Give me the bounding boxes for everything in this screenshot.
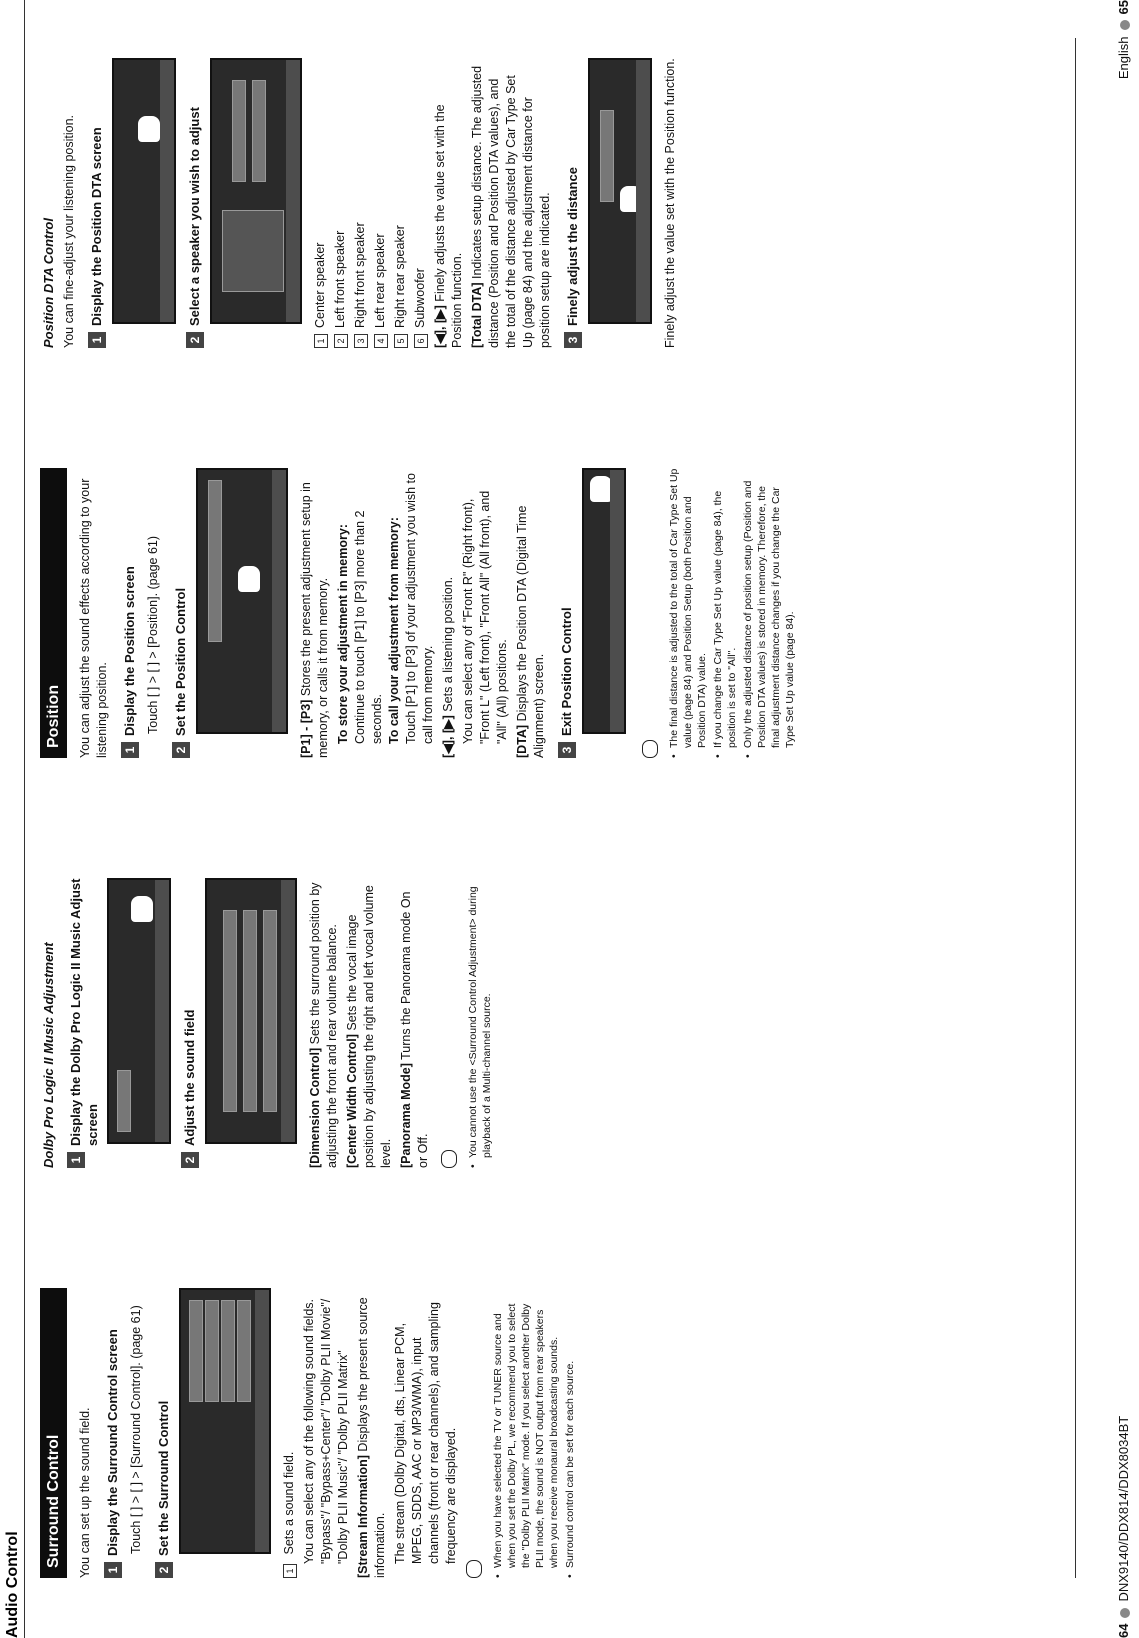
dta-step3-text: Finely adjust the value set with the Position function. [663,58,677,348]
dta-step3: 3 Finely adjust the distance [564,58,582,348]
position-screenshot [196,468,288,734]
dolby-note: • You cannot use the <Surround Control Adjustment> during playback of a Multi-channel source. [466,878,494,1168]
dta-step1: 1 Display the Position DTA screen [88,58,106,348]
section-label: Audio Control [4,1531,21,1638]
dolby-column [40,878,496,1168]
dimension-control: [Dimension Control] Sets the surround position by adjusting the front and rear volume balance. [308,882,339,1168]
surround-item1-list: "Bypass"/ "Bypass+Center"/ "Dolby PLII Movie"/ "Dolby PLII Music"/ "Dolby PLII Matrix" [319,1298,350,1564]
note-icon [466,1560,482,1578]
surround-item1: 1 Sets a sound field. [281,1288,298,1578]
position-column [40,468,799,758]
position-step1: 1 Display the Position screen [121,468,139,758]
dolby-title: Dolby Pro Logic II Music Adjustment [41,942,56,1168]
store-heading: To store your adjustment in memory: [336,524,350,744]
note-icon [642,740,658,758]
position-arrows: [◀], [▶] Sets a listening position. [441,576,455,758]
surround-intro: You can set up the sound field. [78,1407,92,1578]
speaker-1: 1Center speaker [312,58,329,348]
right-bottom-rule [1075,38,1076,758]
speaker-2: 2Left front speaker [332,58,349,348]
surround-title: Surround Control [40,1288,67,1578]
speaker-5: 5Right rear speaker [392,58,409,348]
footer-right: English65 [1116,0,1131,80]
stream-info: [Stream Information] Displays the present source information. [356,1297,387,1578]
dta-column [40,58,679,348]
dta-screenshot-3 [588,58,652,324]
position-arrows-detail: You can select any of "Front R" (Right front), "Front L" (Left front), "Front All" (All front), and "All" (All) positions. [461,490,509,744]
surround-note-1: • When you have selected the TV or TUNER source and when you set the Dolby PL, we recommend you to select the "Dolby PLII Matrix" mode. If you select another Dolby PLII mode, the sound is NOT output from rear speakers when you receive monaural broadcasting sounds. [491,1288,561,1578]
position-note-2: • If you change the Car Type Set Up value (page 84), the position is set to "All". [711,468,739,758]
p1-p3: [P1] - [P3] Stores the present adjustment setup in memory, or calls it from memory. [299,482,330,758]
speaker-3: 3Right front speaker [352,58,369,348]
position-note-3: • Only the adjusted distance of position setup (Position and Position DTA values) is stored in memory. Therefore, the final adjustment distance changes if you change the Car Type Set Up value (page 84). [741,468,797,758]
dta-button: [DTA] Displays the Position DTA (Digital Time Alignment) screen. [515,505,546,758]
speaker-4: 4Left rear speaker [372,58,389,348]
dolby-step1: 1 Display the Dolby Pro Logic II Music Adjust screen [67,878,101,1168]
footer-left: 64DNX9140/DDX814/DDX8034BT [1116,1415,1131,1638]
dolby-step2: 2 Adjust the sound field [181,878,199,1168]
panorama-mode: [Panorama Mode] Turns the Panorama mode On or Off. [399,891,430,1168]
stream-detail: The stream (Dolby Digital, dts, Linear PCM, MPEG, SDDS, AAC or MP3/WMA), input channels (front or rear channels), and sampling frequency are displayed. [393,1302,458,1564]
speaker-list [312,58,429,348]
dta-screenshot-1 [112,58,176,324]
surround-note-2: • Surround control can be set for each source. [563,1288,577,1578]
dta-step2: 2 Select a speaker you wish to adjust [186,58,204,348]
position-step1-text: Touch [ ] > [ ] > [Position]. (page 61) [146,535,160,734]
exit-screenshot [582,468,626,734]
dta-arrows: [◀], [▶] Finely adjusts the value set with the Position function. [433,104,464,348]
dolby-screenshot-1 [107,878,171,1144]
note-icon [441,1150,457,1168]
speaker-6: 6Subwoofer [412,58,429,348]
surround-step2: 2 Set the Surround Control [155,1288,173,1578]
surround-step1: 1 Display the Surround Control screen [104,1288,122,1578]
call-text: Touch [P1] to [P3] of your adjustment you wish to call from memory. [404,473,435,744]
call-heading: To call your adjustment from memory: [387,517,401,744]
total-dta: [Total DTA] Indicates setup distance. The adjusted distance (Position and Position DTA values), and the total of the distance adjusted by Car Type Set Up (page 84) and the adjustment distance for position setup are indicated. [470,65,552,348]
surround-screenshot [179,1288,271,1554]
position-title: Position [40,468,67,758]
top-rule [24,0,25,1638]
dolby-screenshot-2 [205,878,297,1144]
store-text: Continue to touch [P1] to [P3] more than 2 seconds. [353,510,384,744]
position-note-1: • The final distance is adjusted to the total of Car Type Set Up value (page 84) and Position Setup (both Position and Position DTA) value. [667,468,709,758]
position-step2: 2 Set the Position Control [172,468,190,758]
surround-column [40,1288,579,1578]
surround-item1-text: You can select any of the following sound fields. [302,1299,316,1564]
dta-title: Position DTA Control [41,218,56,348]
position-intro: You can adjust the sound effects according to your listening position. [78,478,109,758]
surround-step1-text: Touch [ ] > [ ] > [Surround Control]. (page 61) [129,1305,143,1554]
center-width-control: [Center Width Control] Sets the vocal image position by adjusting the right and left vocal volume level. [345,885,393,1168]
dta-intro: You can fine-adjust your listening position. [62,114,76,348]
position-step3: 3 Exit Position Control [558,468,576,758]
dta-screenshot-2 [210,58,302,324]
